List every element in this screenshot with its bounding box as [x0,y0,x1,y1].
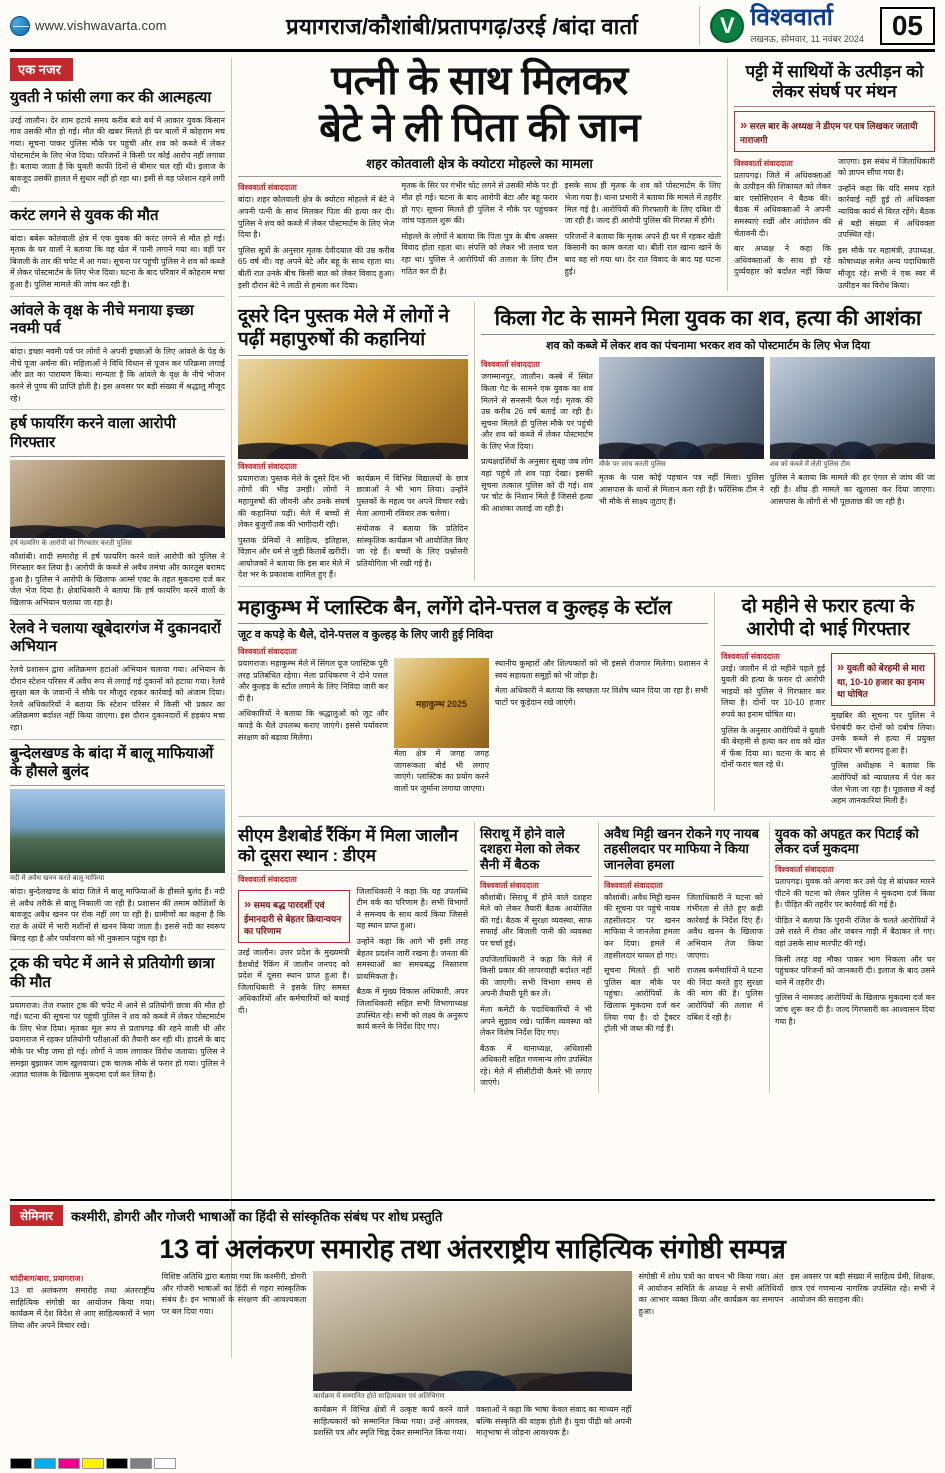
brief-body-1: उरई जालौन। देर शाम हटाये समय करीब बजे बर्थ में आकार युवक किसान गाव उसकी मौत हो गई। मौत की खबर मिलते ही घर बालों में कोहराम मच गया। सूचना पाकर पुलिस मौके पर पहुंची और शव को कब्जे में लेकर पोस्टमार्टम के लिए भेज दिया। परिजनों ने किसी पर कोई आरोप नहीं लगाया है। बताया जाता है कि युवती काफी दिनों से बीमार चल रही थी। इलाज के बावजूद उसकी हालत में सुधार नहीं हो रहा था। इसी से वह परेशान रहने लगी थी। [10,115,225,195]
kumbh-story [238,592,708,811]
right-story-para-1: प्रतापगढ़। जिले में अधिवक्ताओं के उत्पीड़न की शिकायत को लेकर बार एसोसिएशन ने बैठक की। बैठक में अधिवक्ताओं ने अपनी समस्याएं रखीं और आंदोलन की चेतावनी दी। [734,170,831,238]
mining-byline: विश्ववार्ता संवाददाता [604,880,663,890]
dussehra-headline[interactable]: सिराथू में होने वाले दशहरा मेला को लेकर सैनी में बैठक [480,826,592,877]
brief-headline-1[interactable]: युवती ने फांसी लगा कर की आत्महत्या [10,89,225,112]
lead-headline-line1[interactable]: पत्नी के साथ मिलकर [331,59,628,103]
right-story-quote-text: सरल बार के अध्यक्ष ने डीएम पर पत्र लिखकर जतायी नाराजगी [740,120,918,145]
kumbh-para-4: स्थानीय कुम्हारों और शिल्पकारों को भी इससे रोजगार मिलेगा। प्रशासन ने स्वयं सहायता समूहों को भी जोड़ा है। [495,659,708,680]
right-story-para-2: बार अध्यक्ष ने कहा कि अधिवक्ताओं के साथ हो रहे दुर्व्यवहार को बर्दाश्त नहीं किया जाएगा। इस संबंध में जिलाधिकारी को ज्ञापन सौंपा गया है। [734,156,935,277]
quote-mark-icon: » [837,658,845,674]
brief-headline-2[interactable]: करंट लगने से युवक की मौत [10,207,225,230]
right-story-para-4: इस मौके पर महामंत्री, उपाध्यक्ष, कोषाध्यक्ष समेत अन्य पदाधिकारी मौजूद रहे। सभी ने एक स्वर में उत्पीड़न का विरोध किया। [838,245,935,290]
divider [10,409,225,410]
seminar-tag: सेमिनार [10,1205,63,1226]
dead-body-para-4: पुलिस ने बताया कि मामले की हर एंगल से जांच की जा रही है। शीघ्र ही मामले का खुलासा कर दिया जाएगा। आसपास के लोगों से भी पूछताछ की जा रही है। [770,473,935,506]
brief-body-7: प्रयागराज। तेज रफ्तार ट्रक की चपेट में आने से प्रतियोगी छात्रा की मौत हो गई। घटना की सूचना पर पहुंची पुलिस ने शव को कब्जे में लेकर पोस्टमार्टम के लिए भेज दिया। मृतका मूल रूप से प्रतापगढ़ की रहने वाली थी और प्रयागराज में रहकर प्रतियोगी परीक्षाओं की तैयारी कर रही थी। हादसे के बाद मौके पर भीड़ जमा हो गई। लोगों ने जाम लगाकर विरोध जताया। पुलिस ने समझा बुझाकर जाम खुलवाया। ट्रक चालक मौके से फरार हो गया। पुलिस ने अज्ञात चालक के खिलाफ मुकदमा दर्ज कर लिया है। [10,1000,225,1080]
lead-subhead: शहर कोतवाली क्षेत्र के क्योटरा मोहल्ले का मामला [366,156,593,172]
section-label-ek-nazar: एक नजर [10,58,73,81]
kumbh-poster-photo [394,658,489,748]
dussehra-para-2: उपजिलाधिकारी ने कहा कि मेले में किसी प्रकार की लापरवाही बर्दाश्त नहीं की जाएगी। सभी विभाग समय से अपनी तैयारी पूरी कर लें। [480,954,592,999]
seminar-para-4: वक्ताओं ने कहा कि भाषा केवल संवाद का माध्यम नहीं बल्कि संस्कृति की वाहक होती है। युवा पीढ़ी को अपनी मातृभाषा से जोड़ना आवश्यक है। [475,1405,632,1438]
dead-body-caption-left: मौके पर जांच करती पुलिस [599,461,666,469]
brothers-story [714,592,935,811]
seminar-byline: चांदीबाग/बारा, प्रयागराज। [10,1274,84,1284]
mining-story [598,822,763,1093]
dead-body-byline: विश्ववार्ता संवाददाता [481,360,540,370]
kumbh-byline: विश्ववार्ता संवाददाता [238,647,297,657]
ranking-para-2: जिलाधिकारी ने कहा कि यह उपलब्धि टीम वर्क का परिणाम है। सभी विभागों ने समन्वय के साथ कार्य किया जिससे यह स्थान प्राप्त हुआ। [356,886,468,931]
brief-photo-caption-6: नदी में अवैध खनन करते बालू माफिया [10,875,105,883]
ranking-story [238,822,468,1093]
book-fair-headline[interactable]: दूसरे दिन पुस्तक मेले में लोगों ने पढ़ीं महापुरुषों की कहानियां [238,306,468,356]
brothers-quote-text: युवती को बेरहमी से मारा था, 10-10 हजार का इनाम था घोषित [837,662,925,700]
lead-headline-line2[interactable]: बेटे ने ली पिता की जान [319,106,640,151]
book-fair-para-3: कार्यक्रम में विभिन्न विद्यालयों के छात्र छात्राओं ने भी भाग लिया। उन्होंने पुस्तकों के महत्व पर अपने विचार रखे। मेला आगामी रविवार तक चलेगा। [356,473,468,518]
website-url[interactable]: www.vishwavarta.com [35,18,167,33]
right-story-byline: विश्ववार्ता संवाददाता [734,158,793,168]
dead-body-headline[interactable]: किला गेट के सामने मिला युवक का शव, हत्या की आशंका [481,306,935,335]
book-fair-para-2: पुस्तक प्रेमियों ने साहित्य, इतिहास, विज्ञान और धर्म से जुड़ी किताबें खरीदीं। आयोजकों ने बताया कि इस बार मेले में देश भर के प्रकाशक शामिल हुए हैं। [238,535,350,580]
kumbh-headline[interactable]: महाकुम्भ में प्लास्टिक बैन, लगेंगे दोने-पत्तल व कुल्हड़ के स्टॉल [238,596,708,624]
row-four [238,822,935,1093]
seminar-para-2: विशिष्ट अतिथि द्वारा बताया गया कि कश्मीरी, डोगरी और गोजरी भाषाओं का हिंदी से गहरा सांस्कृतिक संबंध है। इन भाषाओं के संरक्षण की आवश्यकता पर बल दिया गया। [161,1272,307,1316]
brothers-byline: विश्ववार्ता संवाददाता [721,651,780,661]
kidnap-story [769,822,935,1093]
main-column [238,58,935,1358]
mining-para-4: राजस्व कर्मचारियों ने घटना की निंदा करते हुए सुरक्षा की मांग की है। पुलिस आरोपियों की तलाश में दबिश दे रही है। [687,966,763,1022]
dead-body-para-1: जगम्मानपुर, जालौन। कस्बे में स्थित किला गेट के सामने एक युवक का शव मिलने से सनसनी फैल गई। मृतक की उम्र करीब 26 वर्ष बताई जा रही है। सूचना मिलते ही पुलिस मौके पर पहुंची और शव को कब्जे में लेकर पोस्टमार्टम के लिए भेज दिया। [481,372,593,451]
quote-mark-icon: » [740,116,748,132]
masthead [10,6,935,52]
brief-body-6: बांदा। बुन्देलखण्ड के बांदा जिले में बालू माफियाओं के हौसले बुलंद हैं। नदी से अवैध तरीके से बालू निकाली जा रही है। प्रशासन की तमाम कोशिशों के बावजूद अवैध खनन पर रोक नहीं लग पा रही है। ग्रामीणों का कहना है कि रात के अंधेरे में भारी मशीनों से खनन किया जाता है। इससे नदी का स्वरूप बिगड़ रहा है और पर्यावरण को भी नुकसान पहुंच रहा है। [10,887,225,943]
lead-para-4: मोहल्ले के लोगों ने बताया कि पिता पुत्र के बीच अक्सर विवाद होता रहता था। संपत्ति को लेकर भी तनाव चल रहा था। पुलिस ने आरोपियों की तलाश के लिए टीम गठित कर दी है। [401,231,558,276]
brief-headline-4[interactable]: हर्ष फायरिंग करने वाला आरोपी गिरफ्तार [10,415,225,457]
ranking-para-1: उरई जालौन। उत्तर प्रदेश के मुख्यमंत्री डैशबोर्ड रैंकिंग में जालौन जनपद को प्रदेश में दूसरा स्थान प्राप्त हुआ है। जिलाधिकारी ने इसके लिए समस्त अधिकारियों और कर्मचारियों को बधाई दी। [238,947,350,1015]
dead-body-para-3: मृतक के पास कोई पहचान पत्र नहीं मिला। पुलिस आसपास के थानों से मिलान करा रही है। फॉरेंसिक टीम ने भी मौके से साक्ष्य जुटाए हैं। [599,473,764,506]
right-story-para-3: उन्होंने कहा कि यदि समय रहते कार्रवाई नहीं हुई तो अधिवक्ता न्यायिक कार्य से विरत रहेंगे। बैठक में बड़ी संख्या में अधिवक्ता उपस्थित रहे। [838,183,935,240]
brief-photo-river [10,789,225,873]
brothers-para-1: उरई। जालौन में दो महीने पहले हुई युवती की हत्या के फरार दो आरोपी भाइयों को पुलिस ने गिरफ्तार कर लिया है। दोनों पर 10-10 हजार रुपये का इनाम घोषित था। [721,663,825,720]
lead-para-1: बांदा। शहर कोतवाली क्षेत्र के क्योटरा मोहल्ले में बेटे ने अपनी पत्नी के साथ मिलकर पिता की हत्या कर दी। पुलिस ने शव को कब्जे में लेकर पोस्टमार्टम के लिए भेज दिया है। [238,195,395,240]
dead-body-photo-right [770,357,935,459]
book-fair-para-4: संयोजक ने बताया कि प्रतिदिन सांस्कृतिक कार्यक्रम भी आयोजित किए जा रहे हैं। बच्चों के लिए प्रश्नोत्तरी प्रतियोगिता भी रखी गई है। [356,524,468,568]
brand-block [699,6,864,45]
brothers-para-2: पुलिस के अनुसार आरोपियों ने युवती की बेरहमी से हत्या कर शव को खेत में फेंक दिया था। घटना के बाद से दोनों फरार चल रहे थे। [721,725,825,770]
divider [10,614,225,615]
edition-line [225,11,699,41]
dead-body-story [474,302,935,581]
brief-photo-caption-4: हर्ष फायरिंग के आरोपी को गिरफ्तार करती पुलिस [10,539,132,547]
kidnap-headline[interactable]: युवक को अपहृत कर पिटाई को लेकर दर्ज मुकदमा [775,826,935,861]
kidnap-para-4: पुलिस ने नामजद आरोपियों के खिलाफ मुकदमा दर्ज कर जांच शुरू कर दी है। जल्द गिरफ्तारी का आश्वासन दिया गया है। [775,993,935,1026]
brief-body-3: बांदा। इच्छा नवमी पर्व पर लोगों ने अपनी इच्छाओं के लिए आंवले के पेड़ के नीचे पूजा अर्चना की। महिलाओं ने विधि विधान से पूजन कर परिक्रमा लगाई और व्रत का पारायण किया। मान्यता है कि आंवले के वृक्ष के नीचे भोजन करने से पुण्य की प्राप्ति होती है। इस अवसर पर बड़ी संख्या में श्रद्धालु मौजूद रहे। [10,347,225,403]
ranking-headline[interactable]: सीएम डैशबोर्ड रैंकिंग में मिला जालौन को दूसरा स्थान : डीएम [238,826,468,871]
brief-body-4: कौशांबी। शादी समारोह में हर्ष फायरिंग करने वाले आरोपी को पुलिस ने गिरफ्तार कर लिया है। आरोपी के कब्जे से अवैध तमंचा और कारतूस बरामद हुआ है। पुलिस ने आरोपी के खिलाफ आर्म्स एक्ट के तहत मुकदमा दर्ज कर जेल भेज दिया है। क्षेत्राधिकारी ने बताया कि हर्ष फायरिंग करने वालों के खिलाफ अभियान चलाया जा रहा है। [10,551,225,607]
brief-headline-3[interactable]: आंवले के वृक्ष के नीचे मनाया इच्छा नवमी पर्व [10,302,225,344]
brief-headline-6[interactable]: बुन्देलखण्ड के बांदा में बालू माफियाओं के हौसले बुलंद [10,745,225,787]
brothers-para-3: मुखबिर की सूचना पर पुलिस ने घेराबंदी कर दोनों को दबोच लिया। उनके कब्जे से हत्या में प्रयुक्त हथियार भी बरामद हुआ है। [831,711,935,755]
kidnap-para-3: किसी तरह वह मौका पाकर भाग निकला और घर पहुंचकर परिजनों को जानकारी दी। इलाज के बाद उसने थाने में तहरीर दी। [775,954,935,987]
seminar-photo [313,1271,631,1391]
book-fair-story [238,302,468,581]
brief-headline-7[interactable]: ट्रक की चपेट में आने से प्रतियोगी छात्रा की मौत [10,955,225,997]
dead-body-para-2: प्रत्यक्षदर्शियों के अनुसार सुबह जब लोग वहां पहुंचे तो शव पड़ा देखा। इसकी सूचना तत्काल पुलिस को दी गई। शव पर चोट के निशान मिले हैं जिससे हत्या की आशंका जताई जा रही है। [481,457,593,513]
cmyk-strip-1 [10,1458,176,1469]
brothers-quote [831,653,935,706]
dead-body-caption-right: शव को कब्जे में लेती पुलिस टीम [770,461,851,469]
quote-mark-icon: » [244,895,252,911]
kumbh-poster-text: महाकुम्भ 2025 [416,698,467,709]
right-story-quote [734,111,935,152]
row-two [238,302,935,581]
lead-byline: विश्ववार्ता संवाददाता [238,183,297,193]
brand-logo-icon: V [710,9,744,43]
kumbh-kicker: जूट व कपड़े के थैले, दोने-पत्तल व कुल्हड़ के लिए जारी हुई निविदा [238,629,493,642]
kumbh-para-3: मेला क्षेत्र में जगह जगह जागरूकता बोर्ड भी लगाए जाएंगे। प्लास्टिक का प्रयोग करने वालों पर जुर्माना लगाया जाएगा। [394,749,489,793]
globe-icon [10,16,30,36]
top-row [238,58,935,291]
right-story-headline[interactable]: पट्टी में साथियों के उत्पीड़न को लेकर संघर्ष पर मंथन [734,62,935,107]
dussehra-byline: विश्ववार्ता संवाददाता [480,880,539,890]
kumbh-para-1: प्रयागराज। महाकुम्भ मेले में सिंगल यूज प्लास्टिक पूरी तरह प्रतिबंधित रहेगा। मेला प्राधिकरण ने दोने पत्तल और कुल्हड़ के स्टॉल लगाने के लिए निविदा जारी कर दी है। [238,659,388,703]
lead-para-3: मृतक के सिर पर गंभीर चोट लगने से उसकी मौके पर ही मौत हो गई। घटना के बाद आरोपी बेटा और बहू फरार हो गए। सूचना मिलते ही पुलिस ने मौके पर पहुंचकर जांच पड़ताल शुरू की। [401,181,558,226]
dead-body-photo-left [599,357,764,459]
mining-para-1: कौशांबी। अवैध मिट्टी खनन की सूचना पर पहुंचे नायब तहसीलदार पर खनन माफिया ने जानलेवा हमला कर दिया। हमले में तहसीलदार घायल हो गए। [604,892,680,960]
seminar-para-1: 13 वां अलंकरण समारोह तथा अंतरराष्ट्रीय साहित्यिक संगोष्ठी का आयोजन किया गया। कार्यक्रम में देश विदेश से आए साहित्यकारों ने भाग लिया और अपने विचार रखे। [10,1286,155,1330]
mining-para-2: सूचना मिलते ही भारी पुलिस बल मौके पर पहुंचा। आरोपियों के खिलाफ मुकदमा दर्ज कर लिया गया है। दो ट्रैक्टर ट्रॉली भी जब्त की गई हैं। [604,966,680,1034]
lead-para-2: पुलिस सूत्रों के अनुसार मृतक देवीदयाल की उम्र करीब 65 वर्ष थी। वह अपने बेटे और बहू के साथ रहता था। बीती रात उनके बीच किसी बात को लेकर विवाद हुआ। इसी दौरान बेटे ने लाठी से हमला कर दिया। [238,245,395,290]
book-fair-byline: विश्ववार्ता संवाददाता [238,461,297,471]
divider [10,739,225,740]
top-right-story [727,58,935,291]
seminar-subtitle: कश्मीरी, डोगरी और गोजरी भाषाओं का हिंदी से सांस्कृतिक संबंध पर शोध प्रस्तुति [71,1208,443,1224]
lead-story [238,58,721,291]
seminar-columns [10,1271,935,1443]
seminar-headline[interactable]: 13 वां अलंकरण समारोह तथा अंतरराष्ट्रीय साहित्यिक संगोष्ठी सम्पन्न [159,1234,786,1265]
page-body [10,58,935,1358]
seminar-para-6: इस अवसर पर बड़ी संख्या में साहित्य प्रेमी, शिक्षक, छात्र एवं गणमान्य नागरिक उपस्थित रहे। सभी ने आयोजन की सराहना की। [790,1272,935,1305]
kumbh-para-5: मेला अधिकारी ने बताया कि स्वच्छता पर विशेष ध्यान दिया जा रहा है। सभी घाटों पर कूड़ेदान रखे जाएंगे। [495,686,708,707]
ranking-para-3: उन्होंने कहा कि आगे भी इसी तरह बेहतर प्रदर्शन जारी रखना है। जनता की समस्याओं का समयबद्ध निस्तारण प्राथमिकता है। [356,936,468,981]
brand-date: लखनऊ, सोमवार, 11 नवंबर 2024 [750,34,864,44]
brothers-para-4: पुलिस अधीक्षक ने बताया कि आरोपियों को न्यायालय में पेश कर जेल भेजा जा रहा है। पूछताछ में कई अहम जानकारियां मिली हैं। [831,761,935,806]
mining-para-3: जिलाधिकारी ने घटना को गंभीरता से लेते हुए कड़ी कार्रवाई के निर्देश दिए हैं। अवैध खनन के खिलाफ अभियान तेज किया जाएगा। [687,892,763,960]
dussehra-story [474,822,592,1093]
edition-title: प्रयागराज/कौशांबी/प्रतापगढ़/उरई /बांदा वार्ता [286,13,639,39]
kumbh-para-2: अधिकारियों ने बताया कि श्रद्धालुओं को जूट और कपड़े के थैले उपलब्ध कराए जाएंगे। इससे पर्यावरण संरक्षण को बढ़ावा मिलेगा। [238,709,388,742]
brief-body-5: रेलवे प्रशासन द्वारा अतिक्रमण हटाओ अभियान चलाया गया। अभियान के दौरान स्टेशन परिसर में अवैध रूप से लगाई गई दुकानों को हटाया गया। रेलवे सुरक्षा बल के जवानों ने मौके पर मौजूद रहकर कार्रवाई को अंजाम दिया। रेलवे अधिकारियों ने बताया कि स्टेशन परिसर में किसी भी प्रकार का अतिक्रमण बर्दाश्त नहीं किया जाएगा। इस दौरान दुकानदारों में हड़कंप मचा रहा। [10,665,225,733]
seminar-bar [10,1199,935,1226]
dussehra-para-3: मेला कमेटी के पदाधिकारियों ने भी अपने सुझाव रखे। पार्किंग व्यवस्था को लेकर विशेष निर्देश दिए गए। [480,1004,592,1038]
seminar-photo-caption: कार्यक्रम में सम्मानित होते साहित्यकार एवं अतिथिगण [313,1393,445,1401]
brief-headline-5[interactable]: रेलवे ने चलाया खूबेदारगंज में दुकानदारों अभियान [10,620,225,662]
brothers-headline[interactable]: दो महीने से फरार हत्या के आरोपी दो भाई गिरफ्तार [721,596,935,646]
brand-name: विश्ववार्ता [750,4,833,31]
dead-body-kicker: शव को कब्जे में लेकर शव का पंचनामा भरकर शव को पोस्टमार्टम के लिए भेज दिया [546,340,870,353]
lead-para-5: इसके साथ ही मृतक के शव को पोस्टमार्टम के लिए भेजा गया है। थाना प्रभारी ने बताया कि मामले में तहरीर मिल गई है। आरोपियों की गिरफ्तारी के लिए दबिश दी जा रही है। जल्द ही आरोपी पुलिस की गिरफ्त में होंगे। [564,181,721,226]
page-number: 05 [880,7,935,45]
divider [10,949,225,950]
ranking-quote-text: समय बद्ध पारदर्शी एवं ईमानदारी से बेहतर क्रियान्वयन का परिणाम [244,899,342,937]
lead-para-6: परिजनों ने बताया कि मृतक अपने ही घर में रहकर खेती किसानी का काम करता था। बीती रात खाना खाने के बाद वह सो गया था। देर रात विवाद के बाद यह घटना हुई। [564,231,721,276]
divider [10,201,225,202]
dussehra-para-1: कौशांबी। सिराथू में होने वाले दशहरा मेले को लेकर तैयारी बैठक आयोजित की गई। बैठक में सुरक्षा व्यवस्था, साफ सफाई और बिजली पानी की व्यवस्था पर चर्चा हुई। [480,892,592,948]
kidnap-para-1: प्रतापगढ़। युवक को अगवा कर उसे पेड़ से बांधकर मारने पीटने की घटना को लेकर पुलिस ने मुकदमा दर्ज किया है। पीड़ित की तहरीर पर कार्रवाई की गई है। [775,876,935,910]
brief-body-2: बांदा। बबेरू कोतवाली क्षेत्र में एक युवक की करंट लगने से मौत हो गई। मृतक के घर वालों ने बताया कि वह खेत में पानी लगाने गया था। वहीं पर बिजली के तार की चपेट में आ गया। सूचना पर पहुंची पुलिस ने शव को कब्जे में लेकर पोस्टमार्टम के लिए भेज दिया। घटना के बाद परिवार में कोहराम मचा हुआ है। पुलिस मामले की जांच कर रही है। [10,233,225,290]
book-fair-photo [238,359,468,459]
kidnap-byline: विश्ववार्ता संवाददाता [775,864,834,874]
seminar-para-5: संगोष्ठी में शोध पत्रों का वाचन भी किया गया। अंत में आयोजन समिति के अध्यक्ष ने सभी अतिथियों का आभार व्यक्त किया और कार्यक्रम का समापन हुआ। [638,1272,784,1316]
row-three [238,592,935,811]
masthead-right [699,6,935,45]
seminar-para-3: कार्यक्रम में विभिन्न क्षेत्रों में उत्कृष्ट कार्य करने वाले साहित्यकारों को सम्मानित किया गया। उन्हें अंगवस्त्र, प्रशस्ति पत्र और स्मृति चिह्न देकर सम्मानित किया गया। [313,1405,469,1438]
masthead-website[interactable] [10,16,225,36]
ranking-para-4: बैठक में मुख्य विकास अधिकारी, अपर जिलाधिकारी सहित सभी विभागाध्यक्ष उपस्थित रहे। सभी को लक्ष्य के अनुरूप कार्य करने के निर्देश दिए गए। [356,987,468,1032]
dussehra-para-4: बैठक में थानाध्यक्ष, अधिशासी अधिकारी सहित गणमान्य लोग उपस्थित रहे। मेले में सीसीटीवी कैमरे भी लगाए जाएंगे। [480,1043,592,1088]
seminar-section [10,1195,935,1443]
divider [10,296,225,297]
book-fair-para-1: प्रयागराज। पुस्तक मेले के दूसरे दिन भी लोगों की भीड़ उमड़ी। लोगों ने महापुरुषों की जीवनी और उनके संघर्ष की कहानियां पढ़ीं। मेले में बच्चों से लेकर बुजुर्गों तक की भागीदारी रही। [238,473,350,530]
brief-photo-arrest [10,460,225,538]
ranking-quote [238,890,350,943]
kidnap-para-2: पीड़ित ने बताया कि पुरानी रंजिश के चलते आरोपियों ने उसे रास्ते में रोका और जबरन गाड़ी में बैठाकर ले गए। वहां उसके साथ मारपीट की गई। [775,915,935,948]
mining-headline[interactable]: अवैध मिट्टी खनन रोकने गए नायब तहसीलदार पर माफिया ने किया जानलेवा हमला [604,826,763,877]
ranking-byline: विश्ववार्ता संवाददाता [238,874,297,884]
left-column [10,58,232,1358]
